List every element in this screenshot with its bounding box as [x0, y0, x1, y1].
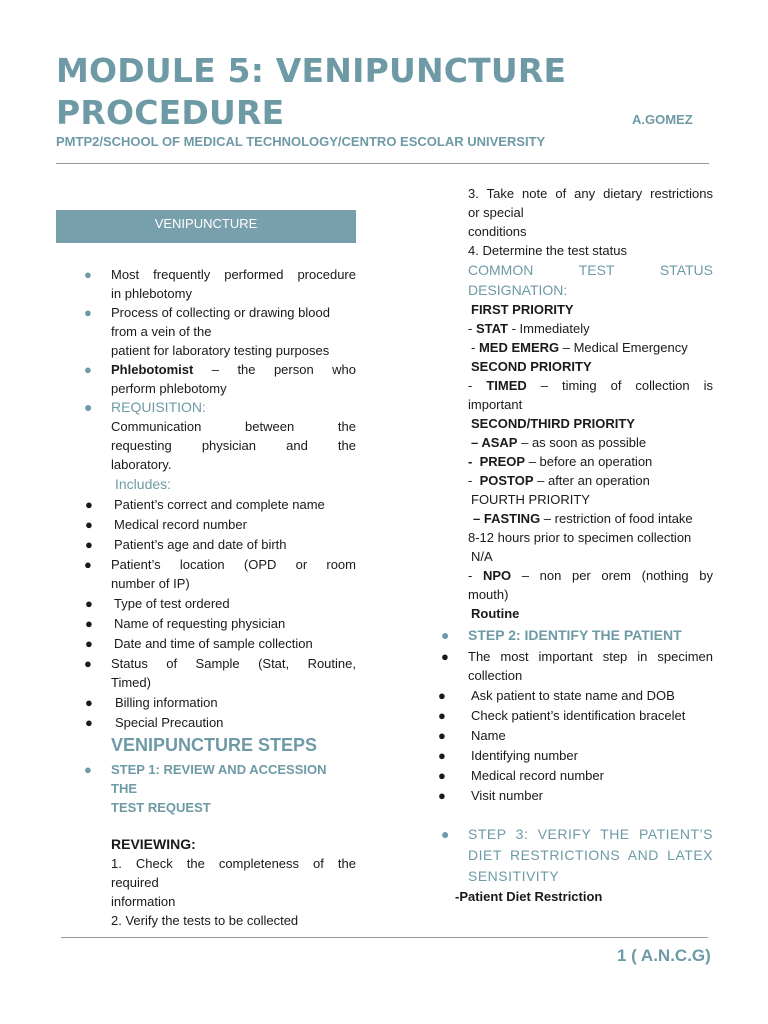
requisition-text: laboratory. — [111, 457, 172, 472]
status-item: mouth) — [468, 587, 509, 602]
status-item: – FASTING – restriction of food intake — [473, 511, 693, 526]
bullet-icon: ● — [85, 497, 93, 512]
bullet-icon: ● — [441, 649, 449, 664]
reviewing-line: information — [111, 894, 176, 909]
list-item: collection — [468, 668, 523, 683]
status-item: - POSTOP – after an operation — [468, 473, 650, 488]
title-line-1: MODULE 5: VENIPUNCTURE — [56, 51, 567, 90]
bullet-icon: ● — [438, 728, 446, 743]
list-item: ● Identifying number — [438, 748, 578, 763]
status-item: - MED EMERG – Medical Emergency — [471, 340, 688, 355]
list-item: ● Check patient’s identification bracelet — [438, 708, 686, 723]
bullet-icon: ● — [84, 399, 93, 415]
list-item: from a vein of the — [111, 324, 212, 339]
status-item: Routine — [471, 606, 520, 621]
bullet-icon: ● — [438, 748, 446, 763]
list-item: ● Patient’s correct and complete name — [85, 497, 325, 512]
status-item: - NPO – non per orem (nothing by — [468, 568, 713, 583]
list-item: ● Most frequently performed procedure — [84, 267, 356, 282]
requisition-text: requesting physician and the — [111, 438, 356, 453]
status-item: important — [468, 397, 523, 412]
list-item: ● Type of test ordered — [85, 596, 230, 611]
list-item: ● Special Precaution — [85, 715, 224, 730]
right-column — [438, 184, 713, 906]
list-item: ● Billing information — [85, 695, 218, 710]
bullet-icon: ● — [441, 627, 450, 643]
priority-label: FOURTH PRIORITY — [471, 492, 590, 507]
list-item: ● Status of Sample (Stat, Routine, — [84, 656, 356, 671]
status-heading: DESIGNATION: — [468, 282, 568, 298]
step1-heading: ● STEP 1: REVIEW AND ACCESSION THE — [84, 762, 327, 796]
requisition-text: Communication between the — [111, 419, 356, 434]
subtitle: PMTP2/SCHOOL OF MEDICAL TECHNOLOGY/CENTRO ESCOLAR UNIVERSITY — [56, 134, 546, 149]
reviewing-heading: REVIEWING: — [111, 836, 196, 852]
list-item: patient for laboratory testing purposes — [111, 343, 330, 358]
bullet-icon: ● — [85, 695, 93, 710]
document-title — [56, 50, 566, 134]
list-item: ● The most important step in specimen — [441, 649, 713, 664]
bullet-icon: ● — [438, 688, 446, 703]
bullet-icon: ● — [84, 267, 92, 282]
step3-heading: ● STEP 3: VERIFY THE PATIENT’S DIET RESTRICTIONS AND LATEX SENSITIVITY — [441, 826, 713, 884]
bullet-icon: ● — [84, 762, 92, 777]
bullet-icon: ● — [85, 636, 93, 651]
bullet-icon: ● — [438, 768, 446, 783]
bullet-icon: ● — [85, 616, 93, 631]
reviewing-line: required — [111, 875, 159, 890]
bullet-icon: ● — [85, 537, 93, 552]
list-item: ● Medical record number — [85, 517, 247, 532]
list-item: ● Name of requesting physician — [85, 616, 286, 631]
venipuncture-banner: VENIPUNCTURE — [56, 210, 356, 243]
footer-divider — [61, 937, 708, 938]
venipuncture-steps-heading: VENIPUNCTURE STEPS — [111, 735, 318, 755]
priority-label: SECOND/THIRD PRIORITY — [471, 416, 635, 431]
requisition-heading: ● REQUISITION: — [84, 399, 206, 415]
list-item: ● Patient’s age and date of birth — [85, 537, 287, 552]
step1-heading: TEST REQUEST — [111, 800, 211, 815]
reviewing-line: 1. Check the completeness of the — [111, 856, 356, 871]
text-line: conditions — [468, 224, 527, 239]
bullet-icon: ● — [85, 596, 93, 611]
bullet-icon: ● — [438, 708, 446, 723]
priority-label: FIRST PRIORITY — [471, 302, 574, 317]
list-item: perform phlebotomy — [111, 381, 227, 396]
left-column — [56, 265, 356, 930]
bullet-icon: ● — [84, 305, 92, 320]
status-item: – ASAP – as soon as possible — [471, 435, 647, 450]
list-item: ● Patient’s location (OPD or room — [84, 557, 356, 572]
bullet-icon: ● — [84, 557, 92, 572]
list-item: ● Medical record number — [438, 768, 604, 783]
diet-restriction: -Patient Diet Restriction — [455, 889, 603, 904]
priority-label: SECOND PRIORITY — [471, 359, 592, 374]
list-item: ● Visit number — [438, 788, 544, 803]
status-item: 8-12 hours prior to specimen collection — [468, 530, 692, 545]
text-line: 4. Determine the test status — [468, 243, 627, 258]
list-item: ● Ask patient to state name and DOB — [438, 688, 675, 703]
list-item: in phlebotomy — [111, 286, 192, 301]
text-line: or special — [468, 205, 524, 220]
list-item: ● Process of collecting or drawing blood — [84, 305, 330, 320]
includes-heading: Includes: — [115, 476, 172, 492]
step2-heading: ● STEP 2: IDENTIFY THE PATIENT — [468, 624, 713, 646]
status-item: N/A — [471, 549, 493, 564]
bullet-icon: ● — [85, 715, 93, 730]
list-item: number of IP) — [111, 576, 190, 591]
bullet-icon: ● — [85, 517, 93, 532]
status-item: - STAT - Immediately — [468, 321, 590, 336]
bullet-icon: ● — [441, 826, 450, 842]
bullet-icon: ● — [438, 788, 446, 803]
list-item: ● Phlebotomist – the person who — [84, 362, 356, 377]
author: A.GOMEZ — [632, 112, 693, 127]
status-item: - PREOP – before an operation — [468, 454, 653, 469]
status-item: - TIMED – timing of collection is — [468, 378, 713, 393]
list-item: Timed) — [111, 675, 151, 690]
page-number: 1 ( A.N.C.G) — [617, 946, 711, 965]
title-line-2: PROCEDURE — [56, 93, 285, 132]
status-heading: COMMON TEST STATUS — [468, 262, 713, 278]
text-line: 3. Take note of any dietary restrictions — [468, 186, 713, 201]
header-divider — [56, 163, 709, 164]
reviewing-line: 2. Verify the tests to be collected — [111, 913, 299, 928]
list-item: ● Name — [438, 728, 506, 743]
bullet-icon: ● — [84, 656, 92, 671]
list-item: ● Date and time of sample collection — [85, 636, 313, 651]
bullet-icon: ● — [84, 362, 92, 377]
